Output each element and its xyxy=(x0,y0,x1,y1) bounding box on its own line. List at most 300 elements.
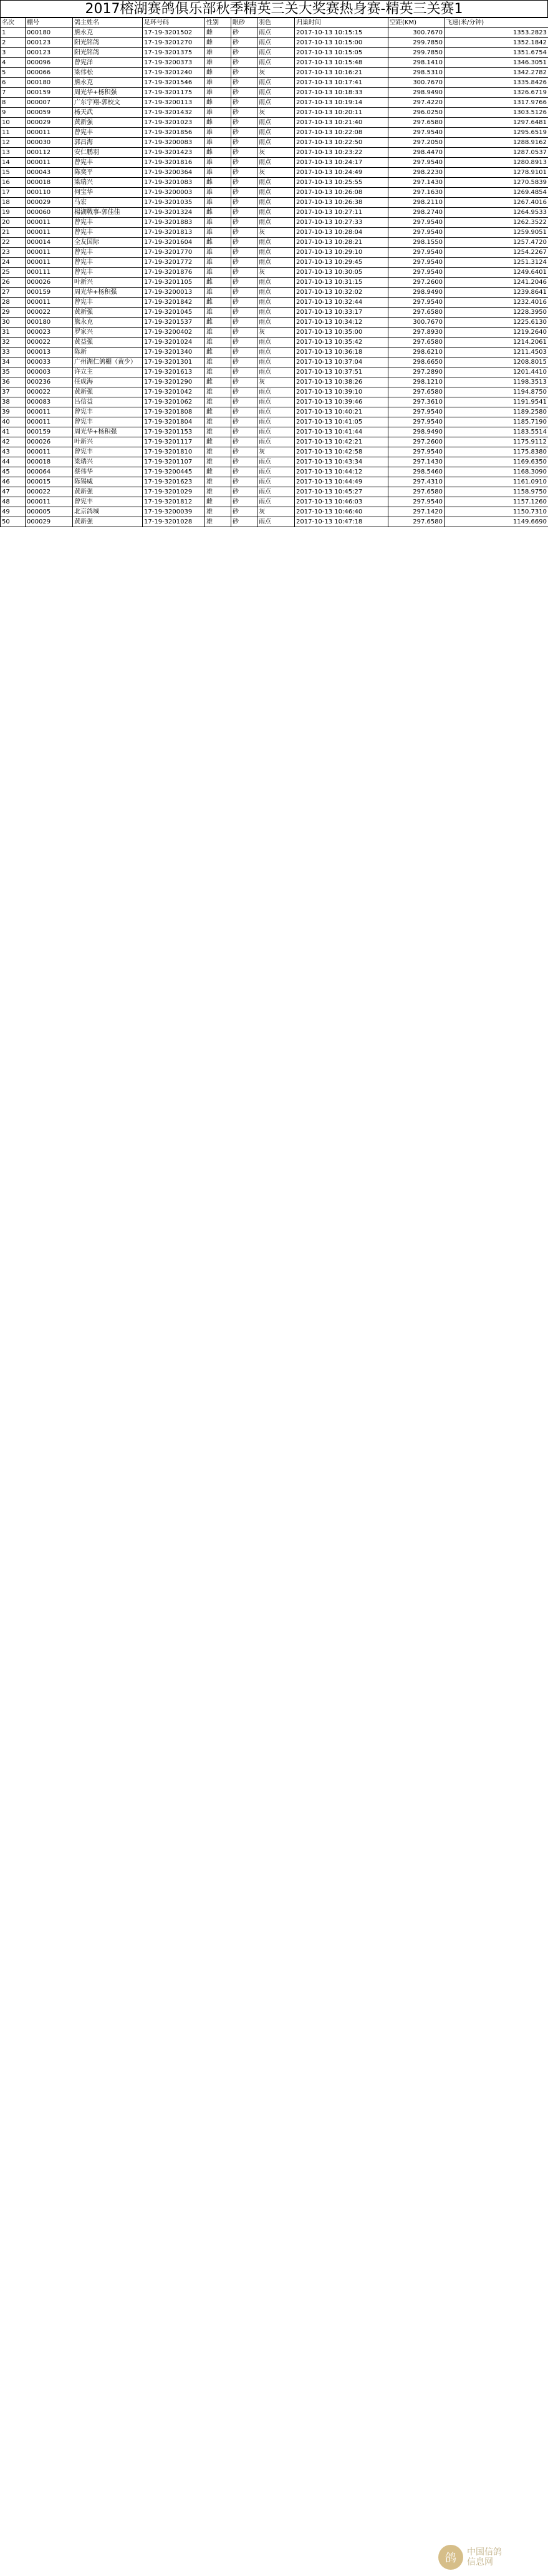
cell-distance: 298.2230 xyxy=(388,168,445,178)
table-row xyxy=(1,338,548,348)
cell-eye: 砂 xyxy=(231,178,257,188)
cell-distance: 298.6650 xyxy=(388,357,445,367)
cell-arrival: 2017-10-13 10:23:22 xyxy=(295,148,388,158)
cell-speed: 1287.0537 xyxy=(445,148,548,158)
cell-speed: 1346.3051 xyxy=(445,58,548,68)
watermark-logo-icon: 鸽 xyxy=(438,2545,463,2570)
table-row xyxy=(1,48,548,58)
cell-loft-no: 000011 xyxy=(26,258,73,268)
cell-color: 雨点 xyxy=(257,208,295,218)
cell-rank: 4 xyxy=(1,58,26,68)
cell-sex: 雄 xyxy=(205,308,231,318)
table-row xyxy=(1,108,548,118)
cell-loft-no: 000011 xyxy=(26,407,73,417)
cell-color: 雨点 xyxy=(257,477,295,487)
cell-arrival: 2017-10-13 10:18:33 xyxy=(295,88,388,98)
cell-loft-no: 000111 xyxy=(26,268,73,278)
cell-loft-no: 000011 xyxy=(26,298,73,308)
cell-distance: 298.9490 xyxy=(388,288,445,298)
cell-distance: 297.1430 xyxy=(388,178,445,188)
table-row xyxy=(1,328,548,338)
cell-eye: 砂 xyxy=(231,318,257,328)
table-row xyxy=(1,387,548,397)
cell-owner: 广州湖仁鸽棚（黄少） xyxy=(73,357,143,367)
cell-rank: 36 xyxy=(1,377,26,387)
cell-eye: 砂 xyxy=(231,328,257,338)
cell-loft-no: 000123 xyxy=(26,38,73,48)
table-row xyxy=(1,308,548,318)
cell-owner: 曾宪丰 xyxy=(73,268,143,278)
cell-rank: 37 xyxy=(1,387,26,397)
cell-sex: 雄 xyxy=(205,168,231,178)
cell-eye: 砂 xyxy=(231,48,257,58)
cell-eye: 砂 xyxy=(231,457,257,467)
cell-distance: 298.5460 xyxy=(388,467,445,477)
header-distance: 空距(KM) xyxy=(388,18,445,28)
cell-color: 雨点 xyxy=(257,517,295,527)
cell-speed: 1150.7310 xyxy=(445,507,548,517)
cell-arrival: 2017-10-13 10:46:40 xyxy=(295,507,388,517)
cell-owner: 陈奕平 xyxy=(73,168,143,178)
cell-color: 灰 xyxy=(257,377,295,387)
cell-distance: 297.3610 xyxy=(388,397,445,407)
cell-sex: 雌 xyxy=(205,407,231,417)
cell-speed: 1351.6754 xyxy=(445,48,548,58)
cell-arrival: 2017-10-13 10:43:34 xyxy=(295,457,388,467)
cell-speed: 1335.8426 xyxy=(445,78,548,88)
cell-ring: 17-19-3201240 xyxy=(143,68,205,78)
cell-speed: 1270.5839 xyxy=(445,178,548,188)
cell-distance: 298.2110 xyxy=(388,198,445,208)
cell-owner: 周光华+杨积强 xyxy=(73,88,143,98)
cell-eye: 砂 xyxy=(231,348,257,357)
header-row xyxy=(1,18,548,28)
cell-sex: 雄 xyxy=(205,427,231,437)
cell-color: 灰 xyxy=(257,328,295,338)
table-row xyxy=(1,427,548,437)
cell-sex: 雄 xyxy=(205,447,231,457)
cell-sex: 雌 xyxy=(205,118,231,128)
cell-ring: 17-19-3201029 xyxy=(143,487,205,497)
cell-color: 灰 xyxy=(257,108,295,118)
cell-rank: 28 xyxy=(1,298,26,308)
cell-owner: 吕信益 xyxy=(73,397,143,407)
cell-speed: 1189.2580 xyxy=(445,407,548,417)
cell-color: 雨点 xyxy=(257,28,295,38)
cell-eye: 砂 xyxy=(231,437,257,447)
cell-rank: 23 xyxy=(1,248,26,258)
cell-arrival: 2017-10-13 10:33:17 xyxy=(295,308,388,318)
cell-arrival: 2017-10-13 10:15:00 xyxy=(295,38,388,48)
cell-eye: 砂 xyxy=(231,138,257,148)
cell-loft-no: 000013 xyxy=(26,348,73,357)
cell-arrival: 2017-10-13 10:16:21 xyxy=(295,68,388,78)
cell-sex: 雌 xyxy=(205,208,231,218)
table-row xyxy=(1,208,548,218)
cell-rank: 5 xyxy=(1,68,26,78)
cell-loft-no: 000112 xyxy=(26,148,73,158)
cell-distance: 297.6580 xyxy=(388,487,445,497)
cell-sex: 雄 xyxy=(205,58,231,68)
cell-arrival: 2017-10-13 10:39:10 xyxy=(295,387,388,397)
cell-loft-no: 000022 xyxy=(26,387,73,397)
cell-color: 雨点 xyxy=(257,467,295,477)
cell-arrival: 2017-10-13 10:41:05 xyxy=(295,417,388,427)
table-row xyxy=(1,467,548,477)
cell-distance: 297.6580 xyxy=(388,387,445,397)
cell-arrival: 2017-10-13 10:32:44 xyxy=(295,298,388,308)
cell-color: 雨点 xyxy=(257,218,295,228)
cell-eye: 砂 xyxy=(231,198,257,208)
table-row xyxy=(1,168,548,178)
cell-distance: 299.7850 xyxy=(388,48,445,58)
cell-distance: 297.2050 xyxy=(388,138,445,148)
cell-sex: 雄 xyxy=(205,128,231,138)
cell-rank: 35 xyxy=(1,367,26,377)
cell-distance: 300.7670 xyxy=(388,28,445,38)
cell-sex: 雄 xyxy=(205,258,231,268)
cell-sex: 雌 xyxy=(205,278,231,288)
cell-speed: 1326.6719 xyxy=(445,88,548,98)
cell-eye: 砂 xyxy=(231,487,257,497)
cell-arrival: 2017-10-13 10:15:05 xyxy=(295,48,388,58)
cell-ring: 17-19-3200039 xyxy=(143,507,205,517)
cell-sex: 雌 xyxy=(205,298,231,308)
cell-sex: 雌 xyxy=(205,68,231,78)
cell-color: 雨点 xyxy=(257,308,295,318)
header-color: 羽色 xyxy=(257,18,295,28)
cell-distance: 297.1420 xyxy=(388,507,445,517)
cell-speed: 1249.6401 xyxy=(445,268,548,278)
cell-owner: 郭昌海 xyxy=(73,138,143,148)
cell-eye: 砂 xyxy=(231,78,257,88)
cell-distance: 298.9490 xyxy=(388,88,445,98)
cell-eye: 砂 xyxy=(231,427,257,437)
table-row xyxy=(1,348,548,357)
cell-eye: 砂 xyxy=(231,248,257,258)
cell-owner: 黄新强 xyxy=(73,387,143,397)
table-row xyxy=(1,437,548,447)
cell-loft-no: 000011 xyxy=(26,158,73,168)
cell-distance: 298.4470 xyxy=(388,148,445,158)
cell-speed: 1161.0910 xyxy=(445,477,548,487)
cell-eye: 砂 xyxy=(231,417,257,427)
cell-owner: 熊永克 xyxy=(73,78,143,88)
cell-arrival: 2017-10-13 10:22:08 xyxy=(295,128,388,138)
table-row xyxy=(1,318,548,328)
cell-ring: 17-19-3200364 xyxy=(143,168,205,178)
cell-color: 雨点 xyxy=(257,367,295,377)
cell-owner: 马宏 xyxy=(73,198,143,208)
cell-sex: 雄 xyxy=(205,78,231,88)
cell-loft-no: 000029 xyxy=(26,198,73,208)
cell-speed: 1168.3090 xyxy=(445,467,548,477)
cell-loft-no: 000064 xyxy=(26,467,73,477)
cell-color: 雨点 xyxy=(257,397,295,407)
cell-sex: 雄 xyxy=(205,417,231,427)
cell-arrival: 2017-10-13 10:35:00 xyxy=(295,328,388,338)
table-row xyxy=(1,228,548,238)
cell-distance: 297.9540 xyxy=(388,158,445,168)
cell-ring: 17-19-3201324 xyxy=(143,208,205,218)
cell-eye: 砂 xyxy=(231,118,257,128)
header-rank: 名次 xyxy=(1,18,26,28)
cell-sex: 雌 xyxy=(205,148,231,158)
cell-speed: 1257.4720 xyxy=(445,238,548,248)
cell-loft-no: 000011 xyxy=(26,228,73,238)
cell-color: 雨点 xyxy=(257,348,295,357)
cell-rank: 30 xyxy=(1,318,26,328)
cell-arrival: 2017-10-13 10:31:15 xyxy=(295,278,388,288)
cell-sex: 雌 xyxy=(205,348,231,357)
cell-sex: 雄 xyxy=(205,248,231,258)
cell-eye: 砂 xyxy=(231,367,257,377)
cell-eye: 砂 xyxy=(231,507,257,517)
cell-ring: 17-19-3201772 xyxy=(143,258,205,268)
cell-rank: 8 xyxy=(1,98,26,108)
cell-owner: 曾宪丰 xyxy=(73,447,143,457)
cell-eye: 砂 xyxy=(231,467,257,477)
cell-rank: 47 xyxy=(1,487,26,497)
cell-ring: 17-19-3200083 xyxy=(143,138,205,148)
cell-loft-no: 000060 xyxy=(26,208,73,218)
cell-ring: 17-19-3200003 xyxy=(143,188,205,198)
cell-distance: 297.9540 xyxy=(388,298,445,308)
cell-sex: 雄 xyxy=(205,357,231,367)
cell-color: 雨点 xyxy=(257,58,295,68)
cell-sex: 雄 xyxy=(205,268,231,278)
cell-ring: 17-19-3201117 xyxy=(143,437,205,447)
cell-color: 灰 xyxy=(257,228,295,238)
cell-speed: 1254.2267 xyxy=(445,248,548,258)
cell-arrival: 2017-10-13 10:28:21 xyxy=(295,238,388,248)
cell-rank: 39 xyxy=(1,407,26,417)
cell-distance: 297.9540 xyxy=(388,258,445,268)
cell-owner: 周光华+杨积强 xyxy=(73,427,143,437)
cell-sex: 雄 xyxy=(205,198,231,208)
cell-rank: 49 xyxy=(1,507,26,517)
cell-ring: 17-19-3201062 xyxy=(143,397,205,407)
cell-eye: 砂 xyxy=(231,497,257,507)
cell-color: 灰 xyxy=(257,507,295,517)
cell-color: 雨点 xyxy=(257,357,295,367)
cell-speed: 1303.5126 xyxy=(445,108,548,118)
cell-distance: 297.9540 xyxy=(388,228,445,238)
cell-loft-no: 000011 xyxy=(26,248,73,258)
cell-ring: 17-19-3201537 xyxy=(143,318,205,328)
cell-speed: 1342.2782 xyxy=(445,68,548,78)
cell-rank: 16 xyxy=(1,178,26,188)
cell-distance: 298.2740 xyxy=(388,208,445,218)
cell-arrival: 2017-10-13 10:20:11 xyxy=(295,108,388,118)
cell-ring: 17-19-3201613 xyxy=(143,367,205,377)
cell-distance: 297.2600 xyxy=(388,278,445,288)
cell-color: 灰 xyxy=(257,68,295,78)
header-speed: 飞速(米/分钟) xyxy=(445,18,548,28)
cell-color: 雨点 xyxy=(257,188,295,198)
cell-color: 雨点 xyxy=(257,48,295,58)
table-row xyxy=(1,268,548,278)
cell-loft-no: 000018 xyxy=(26,178,73,188)
table-row xyxy=(1,188,548,198)
cell-rank: 2 xyxy=(1,38,26,48)
table-row xyxy=(1,148,548,158)
cell-eye: 砂 xyxy=(231,357,257,367)
cell-arrival: 2017-10-13 10:42:21 xyxy=(295,437,388,447)
table-row xyxy=(1,407,548,417)
cell-rank: 17 xyxy=(1,188,26,198)
cell-sex: 雄 xyxy=(205,158,231,168)
cell-rank: 50 xyxy=(1,517,26,527)
cell-ring: 17-19-3201107 xyxy=(143,457,205,467)
cell-loft-no: 000123 xyxy=(26,48,73,58)
cell-eye: 砂 xyxy=(231,108,257,118)
cell-speed: 1317.9766 xyxy=(445,98,548,108)
cell-eye: 砂 xyxy=(231,238,257,248)
cell-owner: 叶新兴 xyxy=(73,278,143,288)
cell-arrival: 2017-10-13 10:27:11 xyxy=(295,208,388,218)
cell-sex: 雄 xyxy=(205,218,231,228)
table-row xyxy=(1,238,548,248)
cell-speed: 1191.9541 xyxy=(445,397,548,407)
cell-color: 雨点 xyxy=(257,198,295,208)
cell-arrival: 2017-10-13 10:35:42 xyxy=(295,338,388,348)
cell-owner: 阳光铭鸽 xyxy=(73,38,143,48)
cell-loft-no: 000096 xyxy=(26,58,73,68)
cell-arrival: 2017-10-13 10:21:40 xyxy=(295,118,388,128)
cell-color: 雨点 xyxy=(257,387,295,397)
cell-color: 雨点 xyxy=(257,288,295,298)
cell-eye: 砂 xyxy=(231,387,257,397)
cell-color: 雨点 xyxy=(257,38,295,48)
cell-loft-no: 000066 xyxy=(26,68,73,78)
cell-ring: 17-19-3201175 xyxy=(143,88,205,98)
cell-owner: 许立主 xyxy=(73,367,143,377)
cell-ring: 17-19-3201153 xyxy=(143,427,205,437)
cell-loft-no: 000023 xyxy=(26,328,73,338)
table-row xyxy=(1,517,548,527)
cell-arrival: 2017-10-13 10:24:49 xyxy=(295,168,388,178)
cell-sex: 雄 xyxy=(205,507,231,517)
table-row xyxy=(1,457,548,467)
cell-color: 雨点 xyxy=(257,138,295,148)
cell-eye: 砂 xyxy=(231,58,257,68)
header-arrival: 归巢时间 xyxy=(295,18,388,28)
cell-owner: 罗家兴 xyxy=(73,328,143,338)
cell-sex: 雄 xyxy=(205,477,231,487)
cell-arrival: 2017-10-13 10:27:33 xyxy=(295,218,388,228)
cell-sex: 雌 xyxy=(205,38,231,48)
cell-owner: 黄益强 xyxy=(73,338,143,348)
cell-owner: 任成海 xyxy=(73,377,143,387)
table-row xyxy=(1,367,548,377)
cell-loft-no: 000014 xyxy=(26,238,73,248)
cell-ring: 17-19-3200373 xyxy=(143,58,205,68)
page-title: 2017榕湖赛鸽俱乐部秋季精英三关大奖赛热身赛-精英三关赛1 xyxy=(0,0,548,17)
cell-distance: 297.4310 xyxy=(388,477,445,487)
cell-rank: 32 xyxy=(1,338,26,348)
cell-owner: 曾宪丰 xyxy=(73,158,143,168)
cell-loft-no: 000110 xyxy=(26,188,73,198)
results-table xyxy=(0,17,548,527)
cell-loft-no: 000011 xyxy=(26,128,73,138)
header-loft-no: 棚号 xyxy=(26,18,73,28)
cell-rank: 27 xyxy=(1,288,26,298)
cell-speed: 1194.8750 xyxy=(445,387,548,397)
cell-rank: 1 xyxy=(1,28,26,38)
cell-color: 雨点 xyxy=(257,407,295,417)
cell-distance: 298.5310 xyxy=(388,68,445,78)
cell-color: 灰 xyxy=(257,268,295,278)
table-row xyxy=(1,38,548,48)
cell-color: 雨点 xyxy=(257,78,295,88)
cell-color: 雨点 xyxy=(257,158,295,168)
table-row xyxy=(1,68,548,78)
cell-owner: 梁伟松 xyxy=(73,68,143,78)
cell-ring: 17-19-3200113 xyxy=(143,98,205,108)
cell-distance: 299.7850 xyxy=(388,38,445,48)
cell-arrival: 2017-10-13 10:26:08 xyxy=(295,188,388,198)
cell-ring: 17-19-3201035 xyxy=(143,198,205,208)
cell-rank: 9 xyxy=(1,108,26,118)
cell-eye: 砂 xyxy=(231,477,257,487)
cell-speed: 1232.4016 xyxy=(445,298,548,308)
cell-distance: 297.6580 xyxy=(388,118,445,128)
cell-sex: 雌 xyxy=(205,377,231,387)
cell-ring: 17-19-3201375 xyxy=(143,48,205,58)
cell-speed: 1183.5514 xyxy=(445,427,548,437)
cell-rank: 22 xyxy=(1,238,26,248)
cell-arrival: 2017-10-13 10:44:49 xyxy=(295,477,388,487)
cell-speed: 1239.8641 xyxy=(445,288,548,298)
cell-color: 雨点 xyxy=(257,457,295,467)
cell-sex: 雄 xyxy=(205,457,231,467)
cell-loft-no: 000180 xyxy=(26,78,73,88)
cell-distance: 298.9490 xyxy=(388,427,445,437)
table-row xyxy=(1,298,548,308)
cell-distance: 297.1630 xyxy=(388,188,445,198)
cell-distance: 297.9540 xyxy=(388,268,445,278)
table-row xyxy=(1,88,548,98)
cell-distance: 297.9540 xyxy=(388,128,445,138)
cell-rank: 3 xyxy=(1,48,26,58)
cell-arrival: 2017-10-13 10:37:51 xyxy=(295,367,388,377)
cell-arrival: 2017-10-13 10:37:04 xyxy=(295,357,388,367)
cell-arrival: 2017-10-13 10:39:46 xyxy=(295,397,388,407)
cell-distance: 297.9540 xyxy=(388,248,445,258)
cell-arrival: 2017-10-13 10:40:21 xyxy=(295,407,388,417)
cell-arrival: 2017-10-13 10:47:18 xyxy=(295,517,388,527)
cell-distance: 297.9540 xyxy=(388,218,445,228)
cell-eye: 砂 xyxy=(231,298,257,308)
cell-color: 灰 xyxy=(257,148,295,158)
cell-distance: 297.6580 xyxy=(388,517,445,527)
cell-loft-no: 000026 xyxy=(26,278,73,288)
cell-speed: 1158.9750 xyxy=(445,487,548,497)
cell-loft-no: 000003 xyxy=(26,367,73,377)
cell-sex: 雄 xyxy=(205,517,231,527)
cell-arrival: 2017-10-13 10:28:04 xyxy=(295,228,388,238)
cell-ring: 17-19-3201083 xyxy=(143,178,205,188)
cell-rank: 15 xyxy=(1,168,26,178)
cell-loft-no: 000180 xyxy=(26,28,73,38)
cell-ring: 17-19-3201432 xyxy=(143,108,205,118)
cell-sex: 雄 xyxy=(205,138,231,148)
cell-owner: 杨天武 xyxy=(73,108,143,118)
cell-eye: 砂 xyxy=(231,128,257,138)
cell-speed: 1219.2640 xyxy=(445,328,548,338)
cell-owner: 曾宪丰 xyxy=(73,497,143,507)
